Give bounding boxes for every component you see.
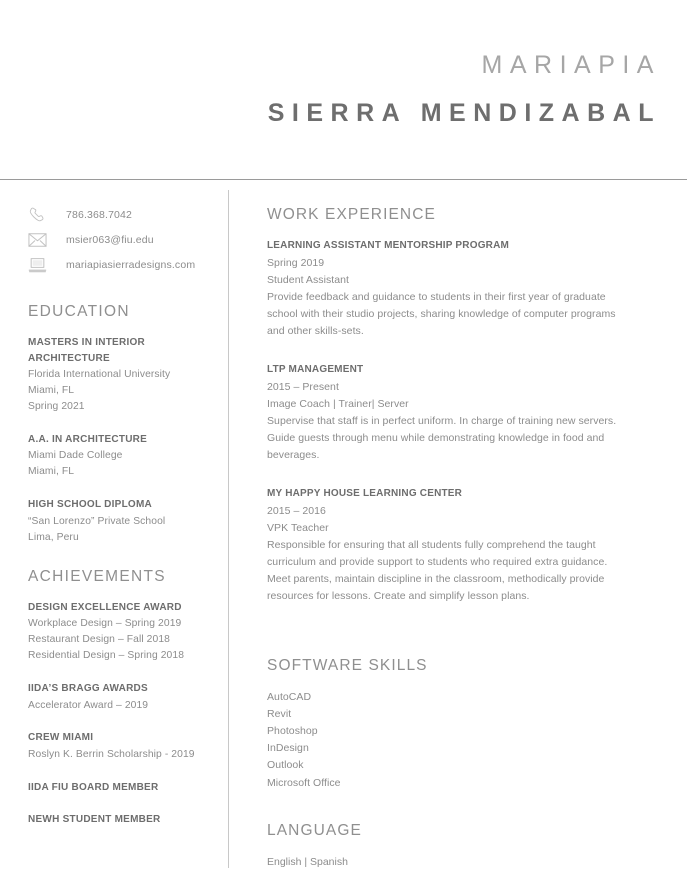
resume-body [0,180,687,870]
achievement-name: NEWH STUDENT MEMBER [28,814,161,826]
contact-row-website [28,252,218,277]
achievement-entry [28,730,218,762]
work-experience-section-title: WORK EXPERIENCE [267,206,436,223]
work-dates: Spring 2019 [267,257,325,269]
education-section [28,303,218,546]
spacer [267,792,627,822]
skill-item: Outlook [267,759,304,772]
achievement-detail: Roslyn K. Berrin Scholarship - 2019 [28,748,195,760]
envelope-icon [28,233,58,247]
education-school: Florida International University [28,369,171,380]
achievement-name: IIDA FIU BOARD MEMBER [28,781,159,793]
work-description: Supervise that staff is in perfect uniform. In charge of training new servers. Guide guests through menu while demonstrating knowledge in food and beverages. [267,415,617,461]
education-location: Miami, FL [28,384,75,396]
spacer [28,546,218,568]
achievement-name: IIDA’S BRAGG AWARDS [28,683,148,695]
education-school: Miami Dade College [28,450,123,462]
contact-email-value[interactable]: msier063@fiu.edu [66,233,154,246]
work-description: Provide feedback and guidance to students in their first year of graduate school with their studio projects, sharing knowledge of computer programs and other skills-sets. [267,291,616,337]
work-employer: MY HAPPY HOUSE LEARNING CENTER [267,488,463,499]
education-entry [28,432,218,480]
contact-website-value[interactable]: mariapiasierradesigns.com [66,258,196,271]
achievement-entry [28,812,218,828]
left-column [0,180,228,829]
achievements-section [28,568,218,828]
work-dates: 2015 – 2016 [267,505,326,517]
work-entry [267,486,627,605]
contact-row-phone [28,202,218,227]
skill-item: Microsoft Office [267,776,341,789]
work-entry [267,362,627,464]
achievement-detail: Residential Design – Spring 2018 [28,650,185,662]
skill-item: Revit [267,708,292,721]
achievement-detail: Accelerator Award – 2019 [28,699,149,711]
education-section-title: EDUCATION [28,303,130,320]
last-name: SIERRA MENDIZABAL [267,98,661,127]
work-role: VPK Teacher [267,522,329,534]
education-entry [28,335,218,415]
resume-header [0,0,687,180]
work-employer: LEARNING ASSISTANT MENTORSHIP PROGRAM [267,240,510,251]
education-degree: A.A. IN ARCHITECTURE [28,433,148,445]
software-skills-list [267,689,627,792]
language-value: English | Spanish [267,855,348,868]
contact-list [28,202,218,277]
education-date: Spring 2021 [28,400,85,412]
phone-icon [28,206,58,223]
first-name: MARIAPIA [481,51,661,79]
education-location: Lima, Peru [28,531,79,543]
education-location: Miami, FL [28,466,75,478]
right-column [229,180,687,870]
laptop-icon [28,257,58,273]
contact-phone-value[interactable]: 786.368.7042 [66,208,133,221]
language-section-title: LANGUAGE [267,821,362,839]
achievement-name: DESIGN EXCELLENCE AWARD [28,601,182,613]
achievement-entry [28,780,218,796]
skill-item: InDesign [267,742,309,755]
education-school: “San Lorenzo” Private School [28,515,166,527]
education-degree: HIGH SCHOOL DIPLOMA [28,499,153,511]
education-entry [28,497,218,545]
work-description: Responsible for ensuring that all students fully comprehend the taught curriculum and provide support to students who required extra guidance. Meet parents, maintain discipline in the classroom, methodically provide resources for lessons. Create and simplify lesson plans. [267,539,608,602]
software-skills-section-title: SOFTWARE SKILLS [267,657,428,674]
work-role: Student Assistant [267,274,349,286]
skill-item: Photoshop [267,725,318,738]
work-dates: 2015 – Present [267,381,339,393]
contact-row-email [28,227,218,252]
achievement-entry [28,681,218,713]
achievement-entry [28,600,218,664]
work-entry [267,238,627,340]
skill-item: AutoCAD [267,691,312,703]
achievements-section-title: ACHIEVEMENTS [28,567,166,585]
spacer [267,627,627,657]
work-role: Image Coach | Trainer| Server [267,398,409,410]
achievement-detail: Workplace Design – Spring 2019 [28,618,182,630]
achievement-detail: Restaurant Design – Fall 2018 [28,634,170,646]
education-degree: MASTERS IN INTERIOR ARCHITECTURE [28,337,145,364]
work-employer: LTP MANAGEMENT [267,364,364,375]
achievement-name: CREW MIAMI [28,732,94,744]
